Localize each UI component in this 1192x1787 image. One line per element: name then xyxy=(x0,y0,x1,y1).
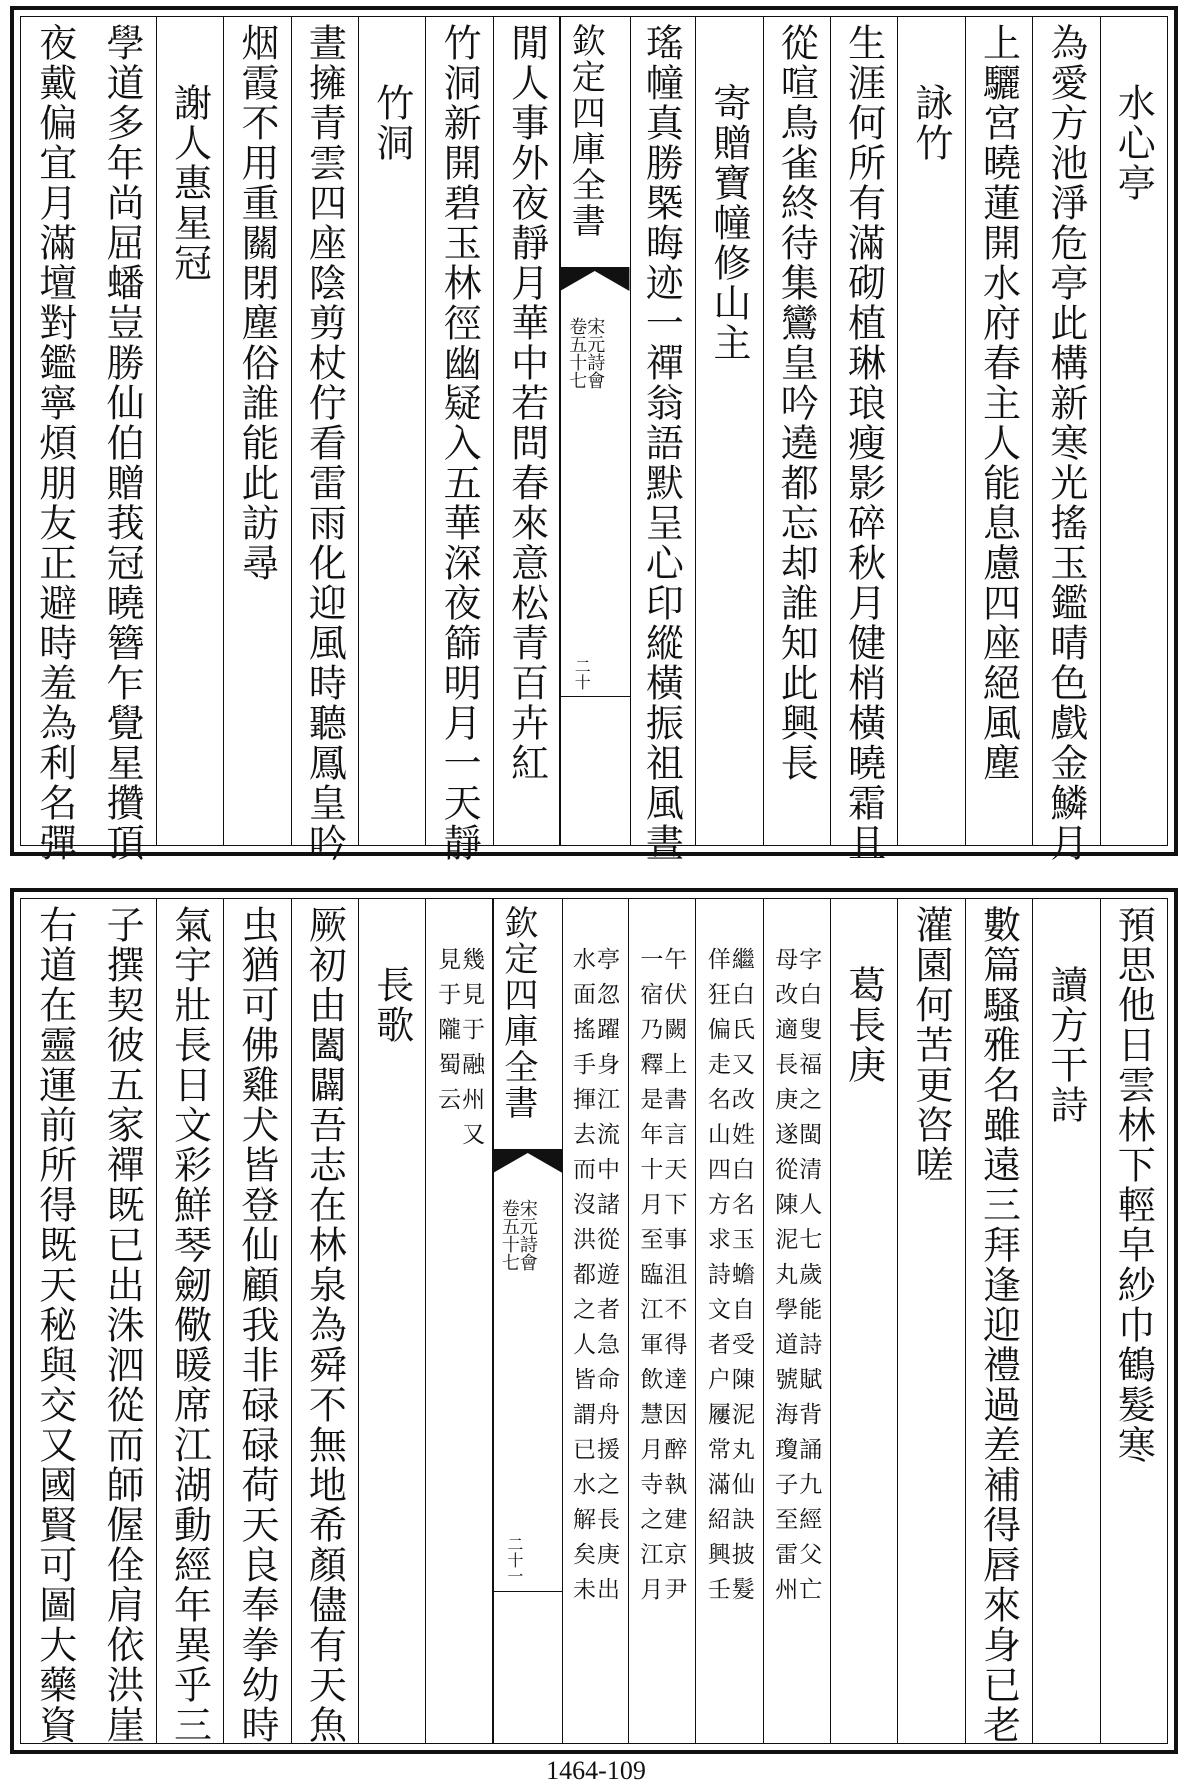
bottom-annotation-line: 水面搖手揮去而沒洪都之人皆謂已水解矣未 xyxy=(568,947,595,1612)
bottom-annotation-line: 字白叟福之閩清人七歲能詩賦背誦九經父亡 xyxy=(795,947,822,1612)
top-folio-rule xyxy=(560,696,629,697)
bottom-annotation-line: 午伏闕上書言天下事沮不得達因醉執建京尹 xyxy=(660,947,687,1612)
top-poem-line: 竹洞新開碧玉林徑幽疑入五華深夜篩明月一天靜 xyxy=(437,23,482,863)
bottom-text-column xyxy=(425,899,493,1743)
bottom-text-column xyxy=(897,899,965,1743)
top-poem-line: 從喧鳥雀終待集鸞皇吟遶都忘却誰知此興長 xyxy=(774,23,819,783)
bottom-text-column xyxy=(291,899,359,1743)
bottom-text-column xyxy=(156,899,224,1743)
top-poem-line: 上驪宮曉蓮開水府春主人能息慮四座絕風塵 xyxy=(976,23,1021,783)
top-text-column xyxy=(223,17,291,845)
bottom-book-title: 宋元詩會 xyxy=(516,1199,538,1271)
bottom-poem-title: 葛長庚 xyxy=(841,965,886,1085)
bottom-poem-title: 長歌 xyxy=(369,965,414,1045)
top-text-column xyxy=(897,17,965,845)
top-banner-title: 欽定四庫全書 xyxy=(565,23,606,239)
bottom-page-panel xyxy=(10,888,1178,1754)
bottom-folio-rule xyxy=(493,1591,562,1592)
top-text-column xyxy=(425,17,493,863)
bottom-folio-number: 二十一 xyxy=(504,1536,524,1585)
top-text-column xyxy=(291,17,359,863)
top-poem-line: 瑤幢真勝槩晦迹一禪翁語默呈心印縱橫振祖風晝 xyxy=(639,23,684,863)
bottom-volume-label: 卷五十七 xyxy=(498,1199,520,1271)
bottom-banner-column xyxy=(492,899,563,1743)
bottom-poem-line: 預思他日雲林下輕皁紗巾鶴髮寒 xyxy=(1111,905,1156,1465)
top-poem-line: 烟霞不用重關閉塵俗誰能此訪尋 xyxy=(234,23,279,583)
top-text-column xyxy=(628,17,696,863)
bottom-text-column xyxy=(223,899,291,1743)
top-poem-line: 生涯何所有滿砌植琳琅瘦影碎秋月健梢橫曉霜且 xyxy=(841,23,886,863)
bottom-annotation-line: 見于隴蜀云 xyxy=(434,947,461,1122)
bottom-banner-title: 欽定四庫全書 xyxy=(497,905,538,1121)
top-poem-line: 晝擁青雲四座陰剪杖佇看雷雨化迎風時聽鳳皇吟 xyxy=(302,23,347,863)
bottom-text-column xyxy=(695,899,763,1743)
bottom-text-column xyxy=(560,899,628,1743)
bottom-page-text-frame xyxy=(20,898,1168,1744)
top-text-column xyxy=(156,17,224,845)
top-poem-title: 寄贈寶幢修山主 xyxy=(706,83,751,363)
bottom-text-column xyxy=(88,899,156,1743)
bottom-poem-title: 讀方干詩 xyxy=(1043,965,1088,1125)
page-number: 1464-109 xyxy=(546,1756,646,1785)
top-text-column xyxy=(965,17,1033,845)
bottom-poem-line: 右道在靈運前所得既天秘與交又國賢可圖大藥資 xyxy=(32,905,77,1745)
top-poem-line: 夜戴偏宜月滿壇對鑑寧煩朋友正避時羞為利名彈 xyxy=(32,23,77,863)
bottom-poem-line: 數篇騷雅名雖遠三拜逢迎禮過差補得唇來身已老 xyxy=(976,905,1021,1745)
bottom-poem-line: 子撰契彼五家禪既已出洙泗從而師偓佺肩依洪崖 xyxy=(100,905,145,1745)
bottom-annotation-line: 一宿乃釋是年十月至臨江軍飲慧月寺之江月 xyxy=(636,947,663,1612)
bottom-annotation-line: 亭忽躍身江流中諸從遊者急命舟援之長庚出 xyxy=(592,947,619,1612)
bottom-text-column xyxy=(21,899,88,1743)
bottom-text-column xyxy=(763,899,831,1743)
bottom-text-column xyxy=(1032,899,1100,1743)
bottom-text-column xyxy=(1100,899,1168,1743)
top-text-column xyxy=(830,17,898,863)
top-poem-line: 學道多年尚屈蟠豈勝仙伯贈莪冠曉簪乍覺星攢頂 xyxy=(100,23,145,863)
bottom-poem-line: 氣宇壯長日文彩鮮琴劒儆暖席江湖動經年異乎三 xyxy=(167,905,212,1745)
top-text-column xyxy=(1032,17,1100,863)
top-text-column xyxy=(763,17,831,845)
top-poem-title: 謝人惠星冠 xyxy=(167,83,212,283)
bottom-text-column xyxy=(830,899,898,1743)
bottom-poem-line: 虫猶可佛雞犬皆登仙顧我非碌碌荷天良奉拳幼時 xyxy=(234,905,279,1745)
bottom-poem-line: 灌園何苦更咨嗟 xyxy=(909,905,954,1185)
top-poem-title: 竹洞 xyxy=(369,83,414,163)
bottom-annotation-line: 佯狂偏走名山四方求詩文者户屨常滿紹興壬 xyxy=(703,947,730,1612)
top-volume-label: 卷五十七 xyxy=(566,317,588,389)
bottom-text-column xyxy=(628,899,696,1743)
top-text-column xyxy=(21,17,88,863)
top-text-column xyxy=(493,17,561,845)
bottom-annotation-line: 母改適長庚遂從陳泥丸學道號海瓊子至雷州 xyxy=(771,947,798,1612)
top-text-column xyxy=(1100,17,1168,845)
bottom-annotation-line: 幾見于融州又 xyxy=(458,947,485,1157)
top-text-column xyxy=(695,17,763,845)
bottom-poem-line: 厥初由闔闢吾志在林泉為舜不無地希顏儘有天魚 xyxy=(302,905,347,1745)
top-banner-column xyxy=(559,17,630,845)
bottom-annotation-line: 繼白氏又改姓白名玉蟾自受陳泥丸仙訣披髮 xyxy=(727,947,754,1612)
bottom-text-column xyxy=(965,899,1033,1743)
top-poem-title: 詠竹 xyxy=(909,83,954,163)
top-page-panel xyxy=(10,6,1178,863)
top-text-column xyxy=(88,17,156,863)
top-text-column xyxy=(358,17,426,845)
top-poem-line: 閒人事外夜靜月華中若問春來意松青百卉紅 xyxy=(504,23,549,783)
fish-tail-mark-icon xyxy=(493,1149,562,1183)
top-poem-line: 為愛方池淨危亭此構新寒光搖玉鑑晴色戲金鱗月 xyxy=(1043,23,1088,863)
top-book-title: 宋元詩會 xyxy=(584,317,606,389)
bottom-text-column xyxy=(358,899,426,1743)
top-folio-number: 二十 xyxy=(572,657,592,690)
top-page-text-frame xyxy=(20,16,1168,863)
fish-tail-mark-icon xyxy=(560,267,629,301)
top-poem-title: 水心亭 xyxy=(1111,83,1156,203)
